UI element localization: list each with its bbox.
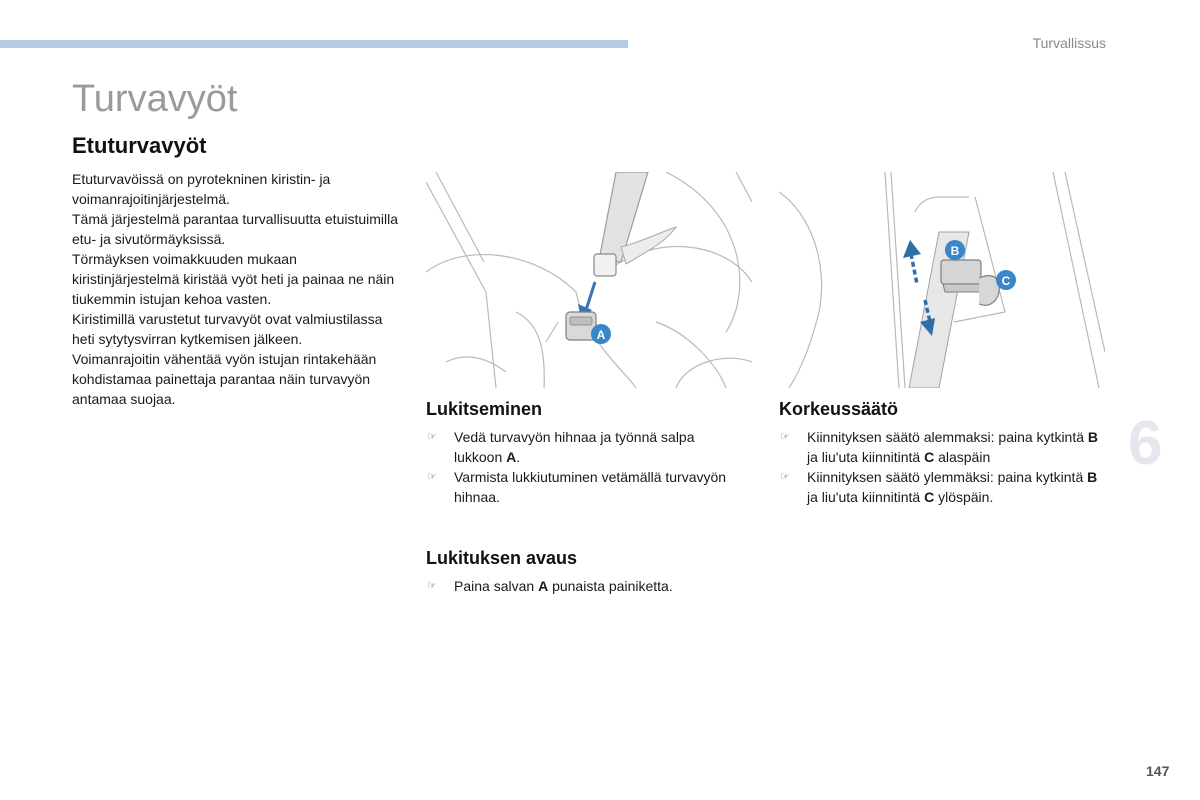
emphasis-label: C	[924, 489, 935, 505]
list-item-text: Vedä turvavyön hihnaa ja työnnä salpa lukkoon	[454, 429, 695, 465]
intro-paragraph: Voimanrajoitin vähentää vyön istujan rintakehään kohdistamaa painettaja parantaa näin turvavyön antamaa suojaa.	[72, 351, 377, 407]
height-adjust-illustration	[779, 172, 1105, 388]
list-item	[779, 427, 1109, 467]
header-accent-bar	[0, 40, 628, 48]
list-item-text: Kiinnityksen säätö ylemmäksi: paina kytkintä	[807, 469, 1088, 485]
intro-paragraph: Kiristimillä varustetut turvavyöt ovat valmiustilassa heti sytytysvirran kytkemisen jälkeen.	[72, 311, 383, 347]
list-item-text: Kiinnityksen säätö alemmaksi: paina kytkintä	[807, 429, 1088, 445]
emphasis-label: A	[538, 578, 549, 594]
emphasis-label: B	[1087, 469, 1098, 485]
bullet-icon: ☞	[427, 580, 437, 592]
intro-text	[72, 169, 402, 409]
lukitseminen-heading: Lukitseminen	[426, 399, 543, 419]
bullet-icon: ☞	[780, 431, 790, 443]
list-item-text: Paina salvan	[454, 578, 539, 594]
emphasis-label: B	[1087, 429, 1099, 445]
list-item-text: Varmista lukkiutuminen vetämällä turvavyön hihnaa.	[454, 469, 727, 505]
list-item	[426, 427, 746, 467]
lukituksen-avaus-heading: Lukituksen avaus	[426, 548, 578, 568]
intro-paragraph: Tämä järjestelmä parantaa turvallisuutta etuistuimilla etu- ja sivutörmäyksissä.	[72, 211, 399, 247]
lukituksen-avaus-list	[426, 576, 746, 596]
list-item-text: ja liu'uta kiinnitintä	[807, 449, 925, 465]
section-heading: Etuturvavyöt	[72, 133, 207, 158]
intro-paragraph: Törmäyksen voimakkuuden mukaan kiristinjärjestelmä kiristää vyöt heti ja painaa ne näin tiukemmin istujan kehoa vasten.	[72, 251, 395, 307]
callout-b-label: B	[950, 244, 960, 258]
bullet-icon: ☞	[780, 471, 790, 483]
list-item-text: ylöspäin.	[934, 489, 994, 505]
list-item-text: punaista painiketta.	[548, 578, 673, 594]
lukitseminen-list	[426, 427, 746, 507]
bullet-icon: ☞	[427, 471, 437, 483]
callout-a-label: A	[596, 328, 606, 342]
list-item	[779, 467, 1109, 507]
list-item	[426, 576, 746, 596]
list-item-text: ja liu'uta kiinnitintä	[807, 489, 925, 505]
list-item	[426, 467, 746, 507]
list-item-text: .	[516, 449, 521, 465]
emphasis-label: C	[924, 449, 935, 465]
page-title: Turvavyöt	[72, 78, 238, 120]
callout-c-label: C	[1001, 274, 1011, 288]
page-number: 147	[1146, 763, 1170, 779]
buckle-illustration	[426, 172, 752, 388]
emphasis-label: A	[506, 449, 517, 465]
bullet-icon: ☞	[427, 431, 437, 443]
korkeussaato-heading: Korkeussäätö	[779, 399, 899, 419]
list-item-text: alaspäin	[934, 449, 991, 465]
korkeussaato-list	[779, 427, 1109, 507]
section-name: Turvallissus	[1032, 35, 1106, 51]
intro-paragraph: Etuturvavöissä on pyrotekninen kiristin- ja voimanrajoitinjärjestelmä.	[72, 171, 331, 207]
chapter-number: 6	[1128, 409, 1163, 478]
